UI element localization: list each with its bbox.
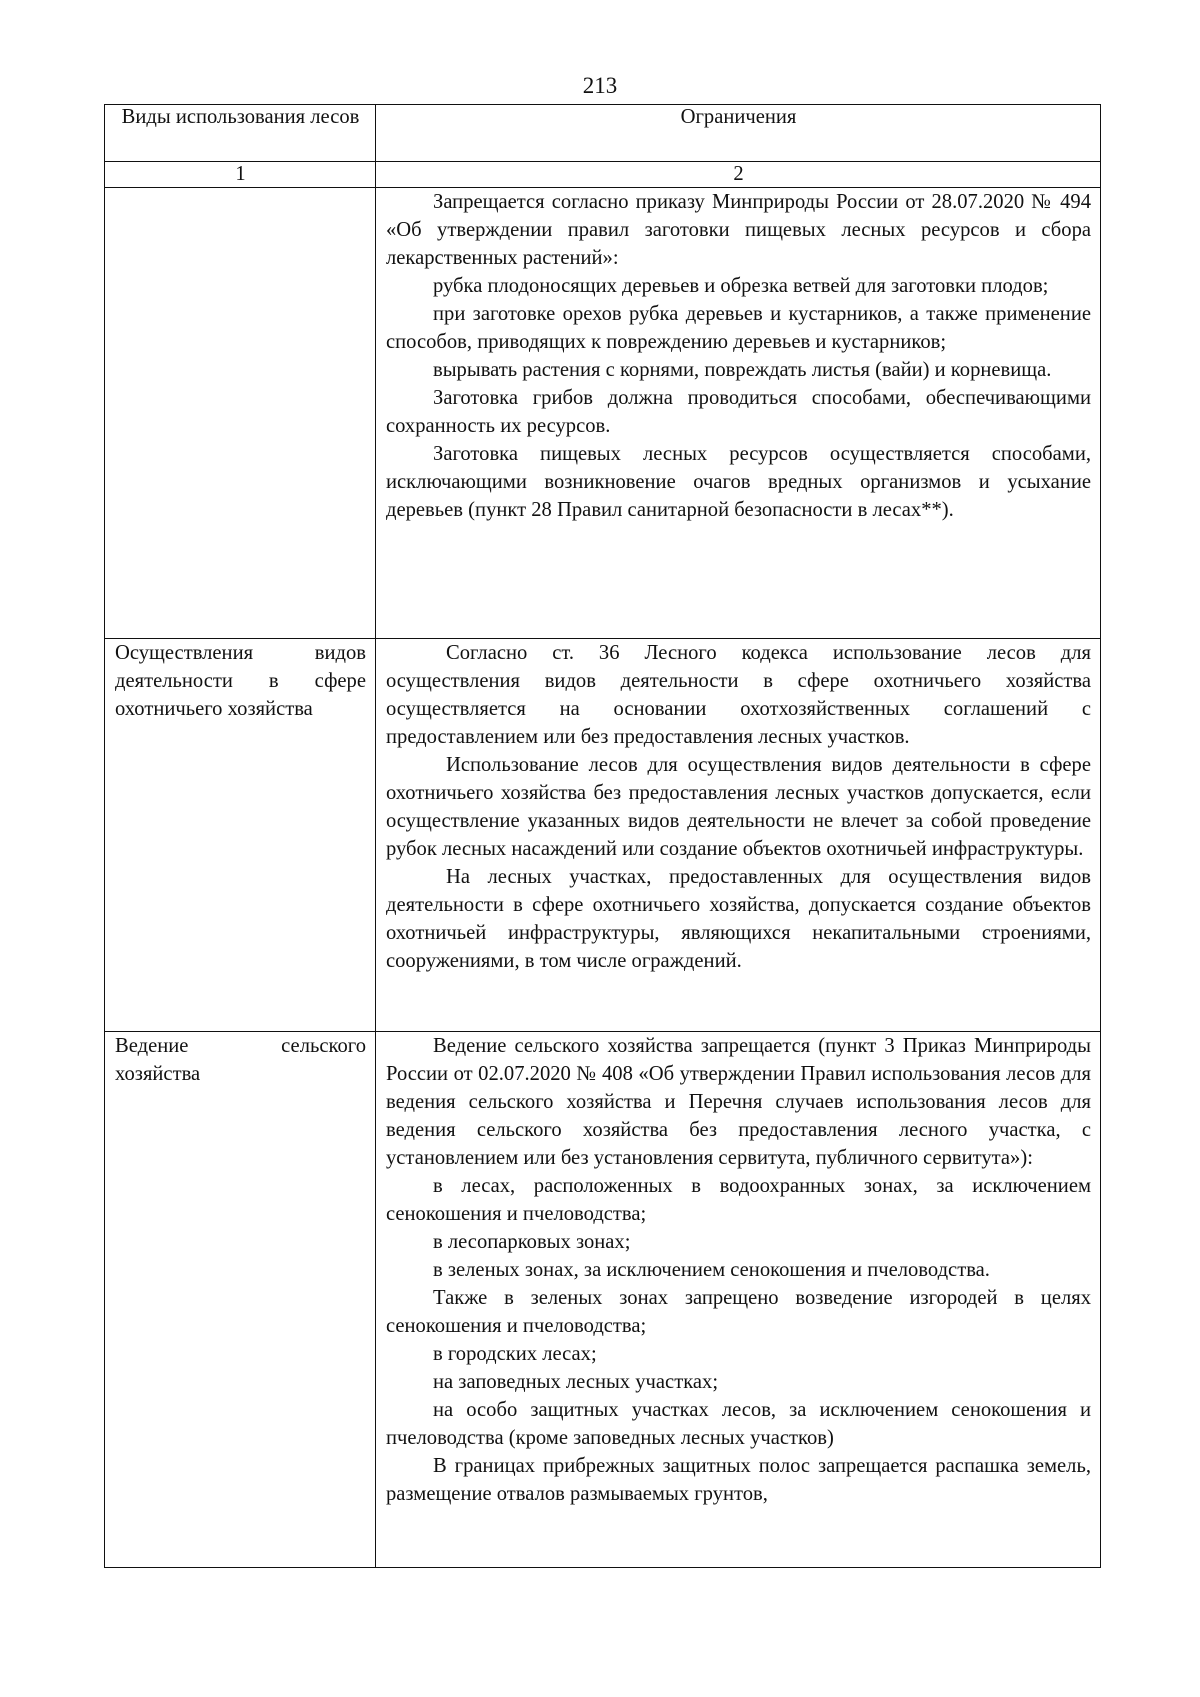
restriction-paragraph: вырывать растения с корнями, повреждать листья (вайи) и корневища. [433, 359, 1052, 381]
restrictions-cell [376, 639, 1101, 1032]
restriction-paragraph: рубка плодоносящих деревьев и обрезка ветвей для заготовки плодов; [433, 275, 1049, 297]
restriction-paragraph: на заповедных лесных участках; [433, 1371, 719, 1393]
restriction-paragraph: Также в зеленых зонах запрещено возведение изгородей в целях сенокошения и пчеловодства; [386, 1287, 1091, 1337]
forest-use-type-cell [105, 1032, 376, 1568]
column-number-2: 2 [376, 162, 1101, 188]
restrictions-table [104, 104, 1101, 1568]
header-forest-use-types: Виды использования лесов [105, 105, 376, 162]
table-header-row [105, 105, 1101, 162]
restriction-paragraph: Заготовка пищевых лесных ресурсов осуществляется способами, исключающими возникновение очагов вредных организмов и усыхание деревьев (пункт 28 Правил санитарной безопасности в лесах**). [386, 443, 1091, 521]
restriction-paragraph: На лесных участках, предоставленных для осуществления видов деятельности в сфере охотничьего хозяйства, допускается создание объектов охотничьей инфраструктуры, являющихся некапитальными строениями, сооружениями, в том числе ограждений. [386, 866, 1091, 972]
forest-use-type: Осуществления видов деятельности в сфере охотничьего хозяйства [115, 642, 366, 720]
restriction-paragraph: в зеленых зонах, за исключением сенокошения и пчеловодства. [433, 1259, 990, 1281]
restriction-paragraph: Запрещается согласно приказу Минприроды России от 28.07.2020 № 494 «Об утверждении правил заготовки пищевых лесных ресурсов и сбора лекарственных растений»: [386, 191, 1091, 269]
table-row [105, 188, 1101, 639]
restriction-paragraph: Использование лесов для осуществления видов деятельности в сфере охотничьего хозяйства без предоставления лесных участков допускается, если осуществление указанных видов деятельности не влечет за собой проведение рубок лесных насаждений или создание объектов охотничьей инфраструктуры. [386, 754, 1091, 860]
column-number-1: 1 [105, 162, 376, 188]
restrictions-cell [376, 1032, 1101, 1568]
restriction-paragraph: Заготовка грибов должна проводиться способами, обеспечивающими сохранность их ресурсов. [386, 387, 1091, 437]
restriction-paragraph: Ведение сельского хозяйства запрещается (пункт 3 Приказ Минприроды России от 02.07.2020 № 408 «Об утверждении Правил использования лесов для ведения сельского хозяйства и Перечня случаев использования лесов для ведения сельского хозяйства без предоставления лесного участка, с установлением или без установления сервитута, публичного сервитута»): [386, 1035, 1091, 1169]
table-row [105, 639, 1101, 1032]
forest-use-type-cell [105, 639, 376, 1032]
page-number: 213 [582, 73, 618, 98]
restrictions-cell [376, 188, 1101, 639]
column-number-row [105, 162, 1101, 188]
table-row [105, 1032, 1101, 1568]
restriction-paragraph: В границах прибрежных защитных полос запрещается распашка земель, размещение отвалов размываемых грунтов, [386, 1455, 1091, 1505]
restriction-paragraph: в лесах, расположенных в водоохранных зонах, за исключением сенокошения и пчеловодства; [386, 1175, 1091, 1225]
forest-use-type-cell [105, 188, 376, 639]
restriction-paragraph: Согласно ст. 36 Лесного кодекса использование лесов для осуществления видов деятельности в сфере охотничьего хозяйства осуществляется на основании охотхозяйственных соглашений с предоставлением или без предоставления лесных участков. [386, 642, 1091, 748]
forest-use-type: Ведение сельского хозяйства [115, 1035, 366, 1085]
header-restrictions: Ограничения [376, 105, 1101, 162]
restriction-paragraph: в городских лесах; [433, 1343, 597, 1365]
restriction-paragraph: в лесопарковых зонах; [433, 1231, 631, 1253]
restriction-paragraph: при заготовке орехов рубка деревьев и кустарников, а также применение способов, приводящих к повреждению деревьев и кустарников; [386, 303, 1091, 353]
restriction-paragraph: на особо защитных участках лесов, за исключением сенокошения и пчеловодства (кроме заповедных лесных участков) [386, 1399, 1091, 1449]
